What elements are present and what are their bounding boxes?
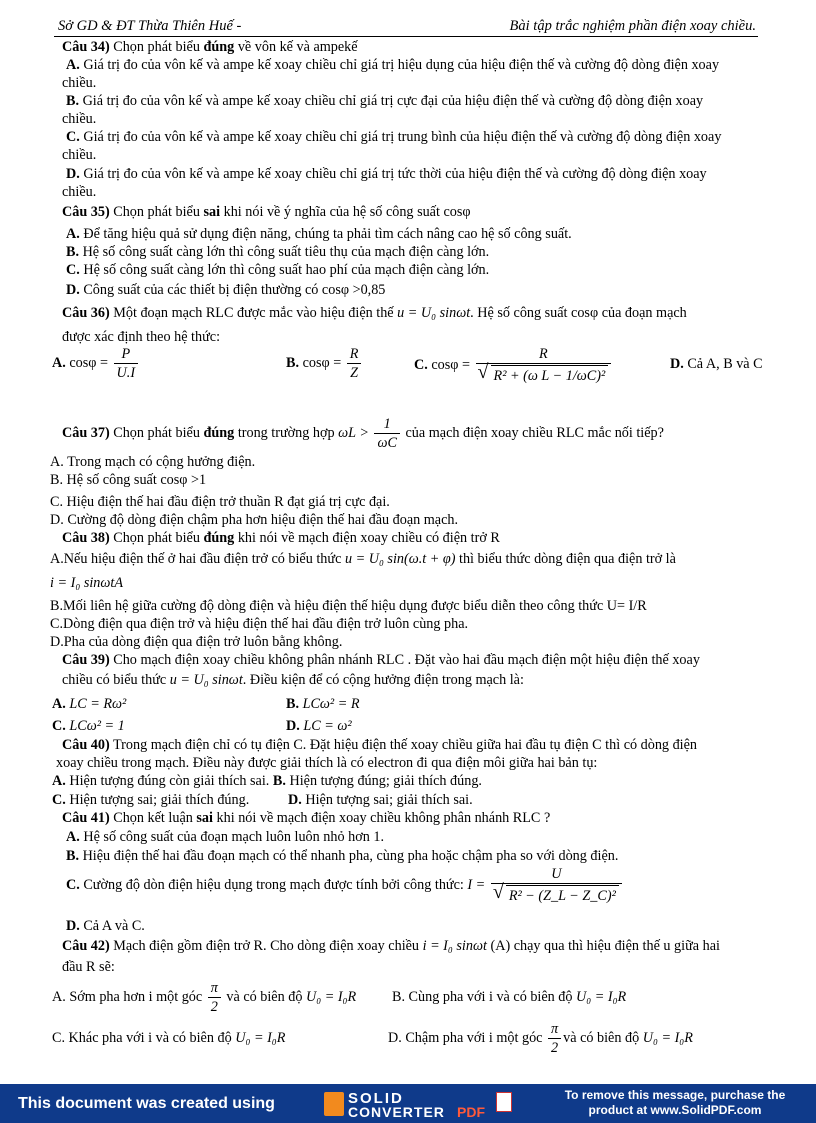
q34-option-c: C. Giá trị đo của vôn kế và ampe kế xoay chiều chỉ giá trị trung bình của hiệu điện thế và cường độ dòng điện xoay: [66, 129, 722, 145]
q39-option-b: B. LCω² = R: [286, 696, 360, 712]
q40-option-d: D. Hiện tượng sai; giải thích sai.: [288, 792, 473, 808]
q34-option-a: A. Giá trị đo của vôn kế và ampe kế xoay chiều chỉ giá trị hiệu dụng của hiệu điện thế và cường độ dòng điện xoay: [66, 57, 720, 73]
q42-option-c: C. Khác pha với i và có biên độ U₀ = I₀R: [52, 1030, 286, 1046]
q36-stem: Câu 36) Một đoạn mạch RLC được mắc vào hiệu điện thế u = U₀ sinωt. Hệ số công suất cosφ của đoạn mạch: [62, 305, 687, 321]
q40-stem: Câu 40) Trong mạch điện chỉ có tụ điện C. Đặt hiệu điện thế xoay chiều giữa hai đầu tụ điện C thì có dòng điện: [62, 737, 697, 753]
q37-option-c: C. Hiệu điện thế hai đầu điện trở thuần R đạt giá trị cực đại.: [50, 494, 390, 510]
q42-stem-cont: đầu R sẽ:: [62, 959, 115, 975]
q42-option-d: D. Chậm pha với i một góc $\frac{\pi}{2}$ và có biên độ U₀ = I₀R: [388, 1021, 693, 1056]
watermark-banner: [0, 1084, 816, 1123]
q40-option-ab: A. Hiện tượng đúng còn giải thích sai. B. Hiện tượng đúng; giải thích đúng.: [52, 773, 482, 789]
q38-option-b: B.Mối liên hệ giữa cường độ dòng điện và hiệu điện thế hiệu dụng được biểu diễn theo công thức U= I/R: [50, 598, 647, 614]
page-header: [54, 16, 758, 37]
q37-option-a: A. Trong mạch có cộng hưởng điện.: [50, 454, 256, 470]
q39-stem: Câu 39) Cho mạch điện xoay chiều không phân nhánh RLC . Đặt vào hai đầu mạch điện một hiệu điện thế xoay: [62, 652, 700, 668]
q35-stem: Câu 35) Chọn phát biểu sai khi nói về ý nghĩa của hệ số công suất cosφ: [62, 204, 471, 220]
q40-stem-cont: xoay chiều trong mạch. Điều này được giải thích là có electron đi qua điện môi giữa hai bản tụ:: [56, 755, 598, 771]
q34-option-d-cont: chiều.: [62, 184, 97, 200]
q42-option-a: A. Sớm pha hơn i một góc $\frac{\pi}{2}$ và có biên độ U₀ = I₀R: [52, 980, 357, 1015]
q41-option-a: A. Hệ số công suất của đoạn mạch luôn luôn nhỏ hơn 1.: [66, 829, 384, 845]
q38-option-a: A.Nếu hiệu điện thế ở hai đầu điện trở có biểu thức u = U₀ sin(ω.t + φ) thì biểu thức dòng điện qua điện trở là: [50, 551, 676, 567]
q38-option-a-cont: i = I₀ sinωtA: [50, 575, 123, 591]
q37-stem: Câu 37) Chọn phát biểu đúng trong trường hợp ωL > $\frac{1}{\omega C}$ của mạch điện xoay chiều RLC mắc nối tiếp?: [62, 416, 664, 451]
q35-option-a: A. Để tăng hiệu quả sử dụng điện năng, chúng ta phải tìm cách nâng cao hệ số công suất.: [66, 226, 572, 242]
q42-stem: Câu 42) Mạch điện gồm điện trở R. Cho dòng điện xoay chiều i = I₀ sinωt (A) chạy qua thì hiệu điện thế u giữa hai: [62, 938, 720, 954]
q35-option-d: D. Công suất của các thiết bị điện thường có cosφ >0,85: [66, 282, 386, 298]
q37-option-b: B. Hệ số công suất cosφ >1: [50, 472, 207, 488]
q40-option-c: C. Hiện tượng sai; giải thích đúng.: [52, 792, 250, 808]
q42-option-b: B. Cùng pha với i và có biên độ U₀ = I₀R: [392, 989, 627, 1005]
q39-option-c: C. LCω² = 1: [52, 718, 125, 734]
q34-option-b: B. Giá trị đo của vôn kế và ampe kế xoay chiều chỉ giá trị cực đại của hiệu điện thế và cường độ dòng điện xoay: [66, 93, 704, 109]
q36-option-a: A. cosφ = $\frac{P}{U.I}$: [52, 346, 140, 381]
q35-option-b: B. Hệ số công suất càng lớn thì công suất tiêu thụ của mạch điện càng lớn.: [66, 244, 490, 260]
q39-stem-cont: chiều có biểu thức u = U₀ sinωt. Điều kiện để có cộng hưởng điện trong mạch là:: [62, 672, 524, 688]
q41-option-c: C. Cường độ dòn điện hiệu dụng trong mạch được tính bởi công thức: I = U √ R² − (Z_L − Z_C)²: [66, 866, 624, 905]
header-left: Sở GD & ĐT Thừa Thiên Huế -: [58, 18, 242, 34]
q34-option-c-cont: chiều.: [62, 147, 97, 163]
q34-option-a-cont: chiều.: [62, 75, 97, 91]
q38-option-d: D.Pha của dòng điện qua điện trở luôn bằng không.: [50, 634, 343, 650]
solid-logo-icon: [324, 1092, 344, 1116]
q34-stem: Câu 34) Chọn phát biểu đúng về vôn kế và ampekế: [62, 39, 358, 55]
q38-stem: Câu 38) Chọn phát biểu đúng khi nói về mạch điện xoay chiều có điện trở R: [62, 530, 500, 546]
pdf-file-icon: [496, 1092, 512, 1112]
purchase-message[interactable]: To remove this message, purchase the product at www.SolidPDF.com: [564, 1088, 786, 1117]
q36-option-b: B. cosφ = $\frac{R}{Z}$: [286, 346, 363, 381]
q37-option-d: D. Cường độ dòng điện chậm pha hơn hiệu điện thế hai đầu đoạn mạch.: [50, 512, 459, 528]
header-right: Bài tập trắc nghiệm phần điện xoay chiều.: [509, 18, 756, 34]
q39-option-a: A. LC = Rω²: [52, 696, 127, 712]
q41-option-b: B. Hiệu điện thế hai đầu đoạn mạch có thể nhanh pha, cùng pha hoặc chậm pha so với dòng điện.: [66, 848, 619, 864]
q41-stem: Câu 41) Chọn kết luận sai khi nói về mạch điện xoay chiều không phân nhánh RLC ?: [62, 810, 551, 826]
q34-option-b-cont: chiều.: [62, 111, 97, 127]
created-using-text: This document was created using: [18, 1095, 275, 1112]
q38-option-c: C.Dòng điện qua điện trở và hiệu điện thế hai đầu điện trở luôn cùng pha.: [50, 616, 469, 632]
q35-option-c: C. Hệ số công suất càng lớn thì công suất hao phí của mạch điện càng lớn.: [66, 262, 490, 278]
q39-option-d: D. LC = ω²: [286, 718, 352, 734]
q36-option-d: D. Cả A, B và C: [670, 356, 763, 372]
q41-option-d: D. Cả A và C.: [66, 918, 145, 934]
solid-converter-logo[interactable]: SOLID CONVERTER PDF: [324, 1090, 514, 1118]
q34-option-d: D. Giá trị đo của vôn kế và ampe kế xoay chiều chỉ giá trị tức thời của hiệu điện thế và cường độ dòng điện xoay: [66, 166, 707, 182]
q36-stem-cont: được xác định theo hệ thức:: [62, 329, 221, 345]
q36-option-c: C. cosφ = R √ R² + (ω L − 1/ωC)²: [414, 346, 613, 385]
